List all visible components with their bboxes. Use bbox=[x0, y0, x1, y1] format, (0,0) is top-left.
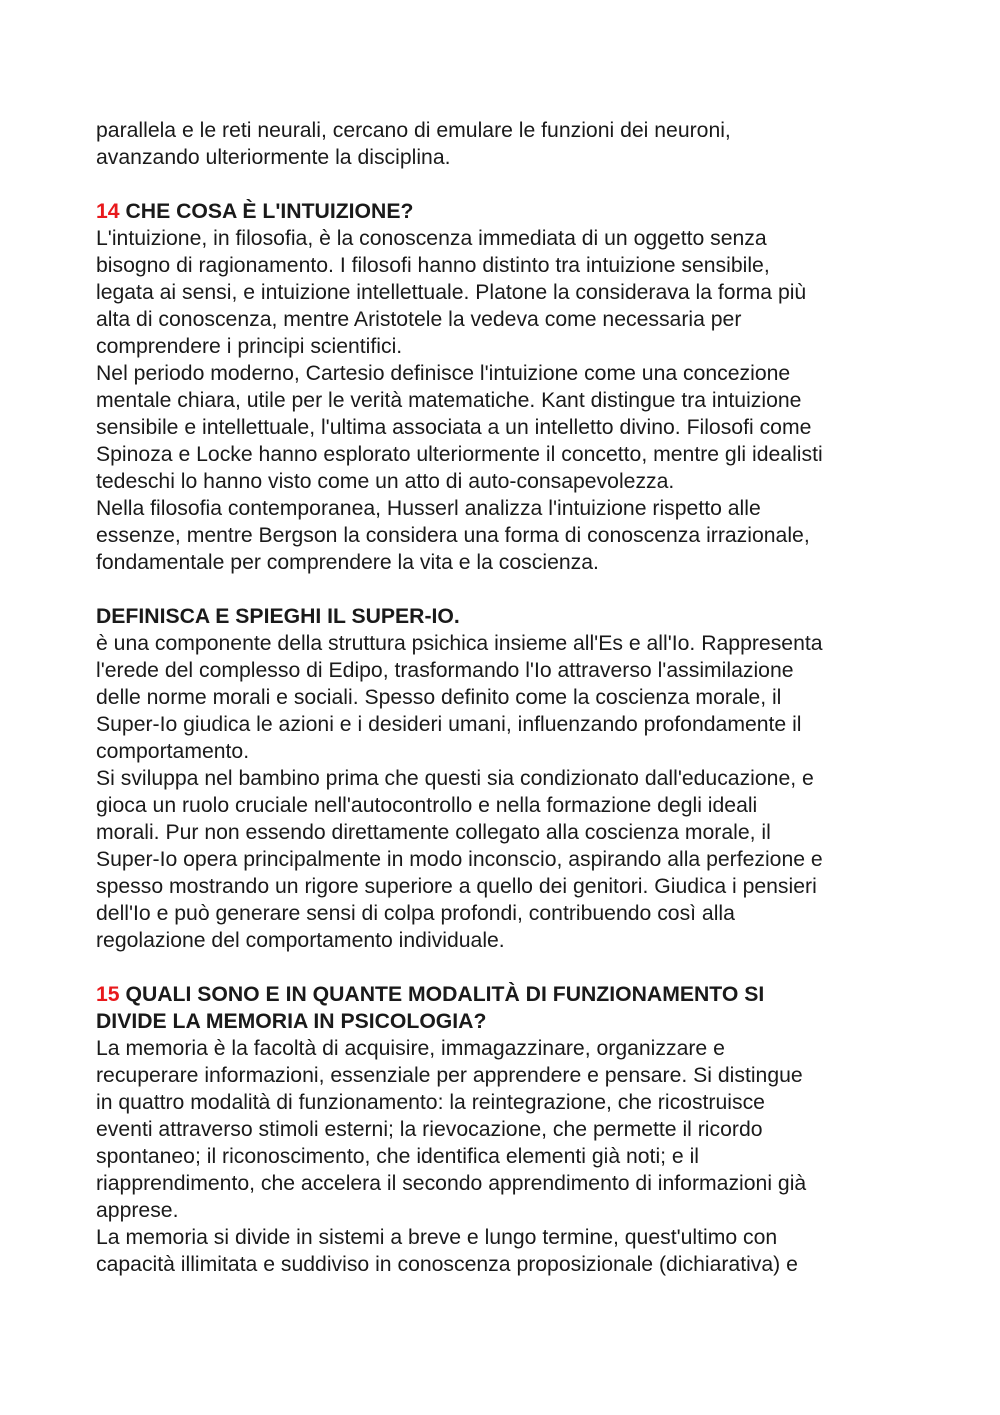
text-line: L'intuizione, in filosofia, è la conoscenza immediata di un oggetto senza bbox=[96, 227, 767, 250]
text-line: riapprendimento, che accelera il secondo apprendimento di informazioni già bbox=[96, 1172, 807, 1195]
section-heading-superio: DEFINISCA E SPIEGHI IL SUPER-IO. bbox=[96, 605, 460, 628]
text-line: Si sviluppa nel bambino prima che questi sia condizionato dall'educazione, e bbox=[96, 767, 814, 790]
text-line: La memoria si divide in sistemi a breve e lungo termine, quest'ultimo con bbox=[96, 1226, 778, 1249]
text-line: legata ai sensi, e intuizione intellettuale. Platone la considerava la forma più bbox=[96, 281, 807, 304]
section-heading-14 bbox=[96, 198, 916, 225]
paragraph-gap bbox=[96, 171, 916, 198]
section-15-body bbox=[96, 1035, 916, 1278]
paragraph-gap bbox=[96, 576, 916, 603]
text-line: Super-Io opera principalmente in modo inconscio, aspirando alla perfezione e bbox=[96, 848, 823, 871]
question-number: 15 bbox=[96, 983, 120, 1006]
text-line: delle norme morali e sociali. Spesso definito come la coscienza morale, il bbox=[96, 686, 782, 709]
section-heading-15-cont: DIVIDE LA MEMORIA IN PSICOLOGIA? bbox=[96, 1010, 487, 1033]
question-title: QUALI SONO E IN QUANTE MODALITÀ DI FUNZIONAMENTO SI bbox=[125, 983, 765, 1006]
section-heading-15 bbox=[96, 981, 916, 1008]
text-line: l'erede del complesso di Edipo, trasformando l'Io attraverso l'assimilazione bbox=[96, 659, 794, 682]
document-page bbox=[96, 117, 916, 1278]
text-line: gioca un ruolo cruciale nell'autocontrollo e nella formazione degli ideali bbox=[96, 794, 758, 817]
text-line: avanzando ulteriormente la disciplina. bbox=[96, 146, 451, 169]
text-line: capacità illimitata e suddiviso in conoscenza proposizionale (dichiarativa) e bbox=[96, 1253, 798, 1276]
text-line: spesso mostrando un rigore superiore a quello dei genitori. Giudica i pensieri bbox=[96, 875, 817, 898]
paragraph-gap bbox=[96, 954, 916, 981]
question-title: CHE COSA È L'INTUIZIONE? bbox=[125, 200, 414, 223]
text-line: recuperare informazioni, essenziale per apprendere e pensare. Si distingue bbox=[96, 1064, 803, 1087]
superio-body bbox=[96, 630, 916, 954]
text-line: fondamentale per comprendere la vita e la coscienza. bbox=[96, 551, 599, 574]
intro-paragraph bbox=[96, 117, 916, 171]
text-line: alta di conoscenza, mentre Aristotele la vedeva come necessaria per bbox=[96, 308, 742, 331]
text-line: apprese. bbox=[96, 1199, 179, 1222]
text-line: dell'Io e può generare sensi di colpa profondi, contribuendo così alla bbox=[96, 902, 735, 925]
text-line: mentale chiara, utile per le verità matematiche. Kant distingue tra intuizione bbox=[96, 389, 802, 412]
text-line: bisogno di ragionamento. I filosofi hanno distinto tra intuizione sensibile, bbox=[96, 254, 770, 277]
text-line: sensibile e intellettuale, l'ultima associata a un intelletto divino. Filosofi come bbox=[96, 416, 812, 439]
text-line: comportamento. bbox=[96, 740, 250, 763]
text-line: parallela e le reti neurali, cercano di emulare le funzioni dei neuroni, bbox=[96, 119, 731, 142]
text-line: eventi attraverso stimoli esterni; la rievocazione, che permette il ricordo bbox=[96, 1118, 763, 1141]
text-line: Spinoza e Locke hanno esplorato ulteriormente il concetto, mentre gli idealisti bbox=[96, 443, 823, 466]
text-line: Nella filosofia contemporanea, Husserl analizza l'intuizione rispetto alle bbox=[96, 497, 761, 520]
text-line: è una componente della struttura psichica insieme all'Es e all'Io. Rappresenta bbox=[96, 632, 823, 655]
text-line: tedeschi lo hanno visto come un atto di auto-consapevolezza. bbox=[96, 470, 675, 493]
text-line: spontaneo; il riconoscimento, che identifica elementi già noti; e il bbox=[96, 1145, 700, 1168]
section-14-body bbox=[96, 225, 916, 576]
text-line: essenze, mentre Bergson la considera una forma di conoscenza irrazionale, bbox=[96, 524, 810, 547]
text-line: Super-Io giudica le azioni e i desideri umani, influenzando profondamente il bbox=[96, 713, 802, 736]
text-line: morali. Pur non essendo direttamente collegato alla coscienza morale, il bbox=[96, 821, 771, 844]
text-line: in quattro modalità di funzionamento: la reintegrazione, che ricostruisce bbox=[96, 1091, 765, 1114]
question-number: 14 bbox=[96, 200, 120, 223]
text-line: regolazione del comportamento individuale. bbox=[96, 929, 505, 952]
text-line: comprendere i principi scientifici. bbox=[96, 335, 403, 358]
text-line: Nel periodo moderno, Cartesio definisce l'intuizione come una concezione bbox=[96, 362, 791, 385]
text-line: La memoria è la facoltà di acquisire, immagazzinare, organizzare e bbox=[96, 1037, 725, 1060]
